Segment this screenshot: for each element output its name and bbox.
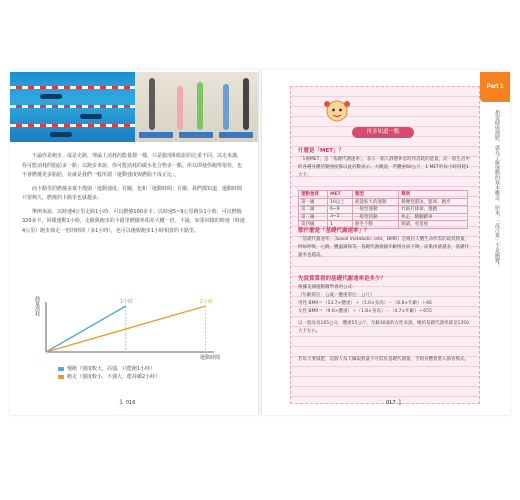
met-table-row <box>299 213 468 221</box>
met-table-cell: 第四級 <box>299 221 328 229</box>
met-table-cell: 3~5 <box>328 213 353 221</box>
body-text <box>22 152 246 240</box>
paragraph: 而卡路里的燃燒多寡不僅與「運動強度」有關，也和「運動時間」有關。我們都知道，運動時間只要夠久，燃燒的卡路里也就越多。 <box>22 185 243 201</box>
met-table-cell: 第三級 <box>299 213 328 221</box>
exercise-photo <box>10 72 258 142</box>
formula-line: 男性 BMR＝（13.7×體重）＋（5.0×身高）－（6.8×年齡）＋66 <box>298 301 432 306</box>
answer-text: 以一個身高165公分，體重55公斤、年齡30歲的女性來說，她的基礎代謝率就是1350大卡左右。 <box>298 321 469 334</box>
chart-legend <box>58 365 248 381</box>
met-table-row <box>299 206 468 214</box>
met-table-cell: 静坐不動 <box>353 221 399 229</box>
met-table-cell: 舉例 <box>399 191 468 199</box>
met-table-cell: 一般型活動 <box>353 213 399 221</box>
series-annotation: 1小時 <box>119 299 133 305</box>
met-table-cell: 1 <box>328 221 353 229</box>
met-table-cell: 快走、騎腳踏車 <box>399 213 468 221</box>
page-number-left: 🏃 016 <box>118 400 136 406</box>
legend-label: 跑走（強度較小、不強大，能持續2小時） <box>67 374 161 380</box>
met-table-cell: 類型 <box>353 191 399 199</box>
answer-text: 「基礎代謝速率」（basal metabolic rate，BMR）是維持人體生命所需的最低熱量，例如呼吸、心跳、體溫調節等。基礎代謝會隨年齡增長而下降，而肌肉量越多，基礎代謝率也越高。 <box>298 237 470 258</box>
met-table-row <box>299 198 468 206</box>
side-caption: 想要健康減肥，就先了解運動的基本概念，原來，「流汗量」不是關鍵！ <box>494 110 500 268</box>
met-table-cell: 第一級 <box>299 198 328 206</box>
met-table-cell: 一般型運動 <box>353 206 399 214</box>
formula-line: 女性 BMR＝（9.6×體重）＋（1.8×身高）－（4.7×年齡）＋655 <box>298 309 432 314</box>
met-table-cell: 10以上 <box>328 198 353 206</box>
answer-text: 「1個MET」是「基礎代謝速率」，表示一個人靜態休息時所消耗的能量，而一般生活中的各種身體活動強度都以此倍數表示。大概說，若體重60公斤，1 MET約每小時消耗1大卡。 <box>298 157 471 178</box>
met-table-cell: 閱讀、看電視 <box>399 221 468 229</box>
walker-icon: 🚶 <box>397 400 404 406</box>
legend-item <box>58 365 248 373</box>
paragraph: 不論你是跑步，或是走路，理論上消耗的能量都一樣，只是腿部和脂肪的比重不同。以走來講，你可能消耗的脂肪多一點；以跑步來說，你可能消耗的碳水化合物多一點。所以即使你跑得很快，也不會燃燒更多脂肪，並就是我們一般所謂「運動強度與燃脂不成正比」。 <box>22 153 243 178</box>
met-table-cell: 6~9 <box>328 206 353 214</box>
runner-icon: 🏃 <box>118 400 125 406</box>
girl-mascot-icon <box>322 96 352 126</box>
formula-line: （年齡單位：公歲／體重單位：公斤） <box>298 293 375 298</box>
book-gutter <box>258 70 262 415</box>
chart-xlabel: 運動時間 <box>200 355 221 361</box>
bmr-formula <box>298 284 473 316</box>
answer-text: 若每天要減肥，這個人每天攝取熱量不可低於基礎代謝量，否則身體會進入節省模式。 <box>298 357 469 362</box>
question-heading: 先說算算看的基礎代謝速率是多少？ <box>298 276 387 282</box>
paragraph: 舉例來說，以時速4公里走路1小時，可以燃燒100多卡；以時速5~9公里跑步1小時，可以燃燒320多卡。同樣運動1小時，走路與跑步的卡路里燃燒率相差大概一倍。不過，如果同樣的時速（時速4公里）跑步與走一倍的時間（多1小時），也可以燒與跑步1小時相當的卡路里。 <box>22 208 245 234</box>
legend-swatch <box>58 367 64 371</box>
met-table-cell: 社區打排球、慢跑 <box>399 206 468 214</box>
met-table-cell: MET <box>328 191 353 199</box>
aerobics-class-image <box>135 72 258 142</box>
met-table-row <box>299 191 468 199</box>
legend-label: 慢跑（強度較大、高強，只能跑1小時） <box>67 366 156 372</box>
chart-ylabel: 熱量消耗 <box>34 296 40 316</box>
met-table-cell: 第二級 <box>299 206 328 214</box>
part-tab: Part 1 <box>480 72 510 102</box>
formula-line: 根據美國運動醫學會的公式： <box>298 285 357 290</box>
page-number-right: 017 🚶 <box>386 400 404 406</box>
series-line-1 <box>46 306 126 352</box>
legend-swatch <box>58 375 64 379</box>
met-table-cell: 運動強度 <box>299 191 328 199</box>
swimming-pool-image <box>10 72 135 142</box>
met-table-cell: 耗能較大的運動 <box>353 198 399 206</box>
met-table-cell: 競賽型游泳、籃球、跑步 <box>399 198 468 206</box>
legend-item <box>58 373 248 381</box>
section-badge: 再多知道一點 <box>352 127 414 138</box>
question-heading: 都什麼是「基礎代謝速率」？ <box>298 228 370 234</box>
question-heading: 什麼是「MET」？ <box>298 148 344 154</box>
met-table <box>298 190 468 229</box>
series-annotation: 2小時 <box>199 299 213 305</box>
